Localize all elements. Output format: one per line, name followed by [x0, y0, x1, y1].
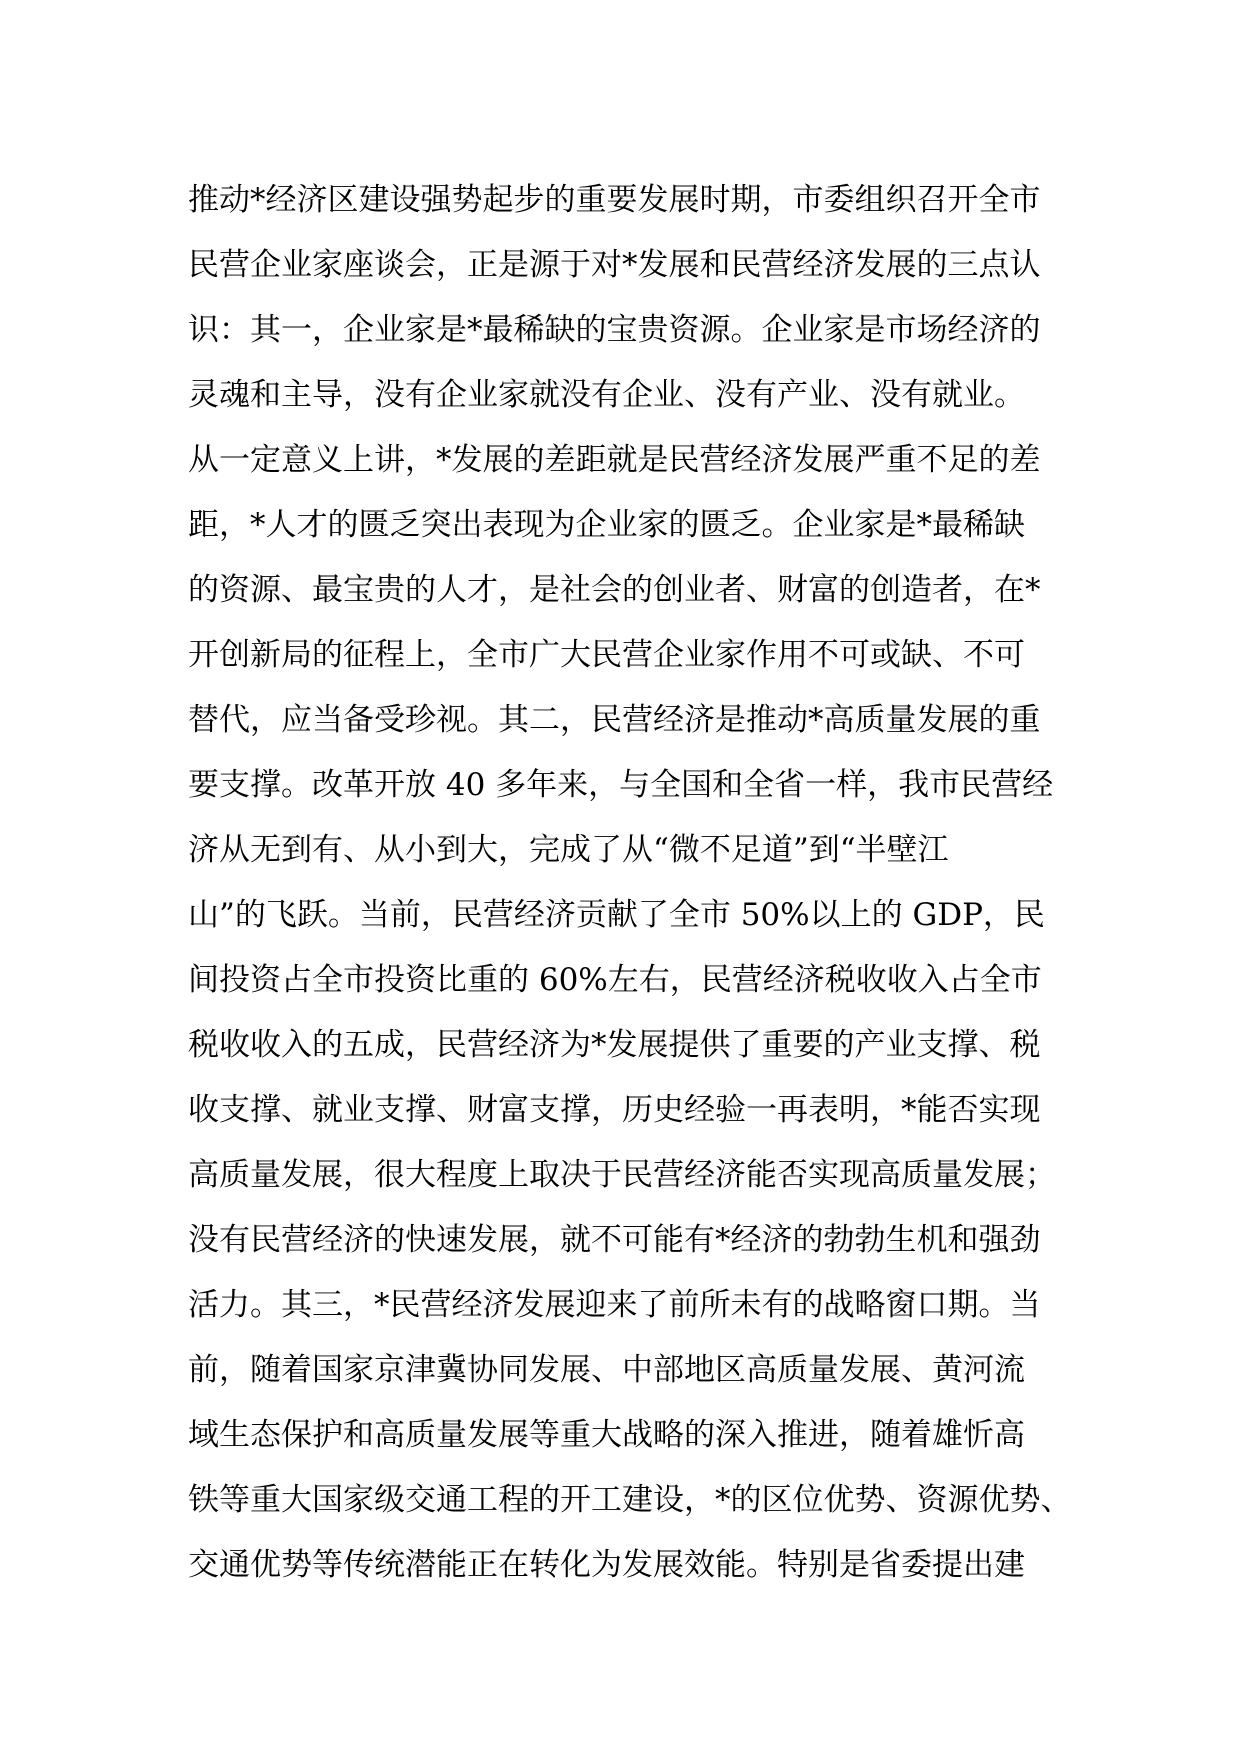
- text-line: 要支撑。改革开放 40 多年来，与全国和全省一样，我市民营经: [188, 767, 1054, 803]
- text-line: 济从无到有、从小到大，完成了从“微不足道”到“半壁江: [188, 832, 949, 868]
- text-line: 间投资占全市投资比重的 60%左右，民营经济税收收入占全市: [188, 962, 1042, 998]
- text-line: 推动*经济区建设强势起步的重要发展时期，市委组织召开全市: [188, 182, 1041, 218]
- text-line: 山”的飞跃。当前，民营经济贡献了全市 50%以上的 GDP，民: [188, 897, 1045, 933]
- text-line: 距，*人才的匮乏突出表现为企业家的匮乏。企业家是*最稀缺: [188, 507, 1025, 543]
- text-line: 开创新局的征程上，全市广大民营企业家作用不可或缺、不可: [188, 637, 1025, 673]
- text-line: 从一定意义上讲，*发展的差距就是民营经济发展严重不足的差: [188, 442, 1041, 478]
- body-paragraph: [188, 168, 1088, 1598]
- text-line: 收支撑、就业支撑、财富支撑，历史经验一再表明，*能否实现: [188, 1092, 1041, 1128]
- text-line: 替代，应当备受珍视。其二，民营经济是推动*高质量发展的重: [188, 702, 1041, 738]
- text-line: 前，随着国家京津冀协同发展、中部地区高质量发展、黄河流: [188, 1352, 1025, 1388]
- text-line: 铁等重大国家级交通工程的开工建设，*的区位优势、资源优势、: [188, 1482, 1072, 1518]
- text-line: 交通优势等传统潜能正在转化为发展效能。特别是省委提出建: [188, 1547, 1025, 1583]
- text-line: 没有民营经济的快速发展，就不可能有*经济的勃勃生机和强劲: [188, 1222, 1041, 1258]
- text-line: 税收收入的五成，民营经济为*发展提供了重要的产业支撑、税: [188, 1027, 1041, 1063]
- text-line: 灵魂和主导，没有企业家就没有企业、没有产业、没有就业。: [188, 377, 1025, 413]
- text-line: 高质量发展，很大程度上取决于民营经济能否实现高质量发展；: [188, 1157, 1056, 1193]
- text-line: 的资源、最宝贵的人才，是社会的创业者、财富的创造者，在*: [188, 572, 1041, 608]
- text-line: 活力。其三，*民营经济发展迎来了前所未有的战略窗口期。当: [188, 1287, 1041, 1323]
- text-line: 识：其一，企业家是*最稀缺的宝贵资源。企业家是市场经济的: [188, 312, 1041, 348]
- text-line: 域生态保护和高质量发展等重大战略的深入推进，随着雄忻高: [188, 1417, 1025, 1453]
- text-line: 民营企业家座谈会，正是源于对*发展和民营经济发展的三点认: [188, 247, 1041, 283]
